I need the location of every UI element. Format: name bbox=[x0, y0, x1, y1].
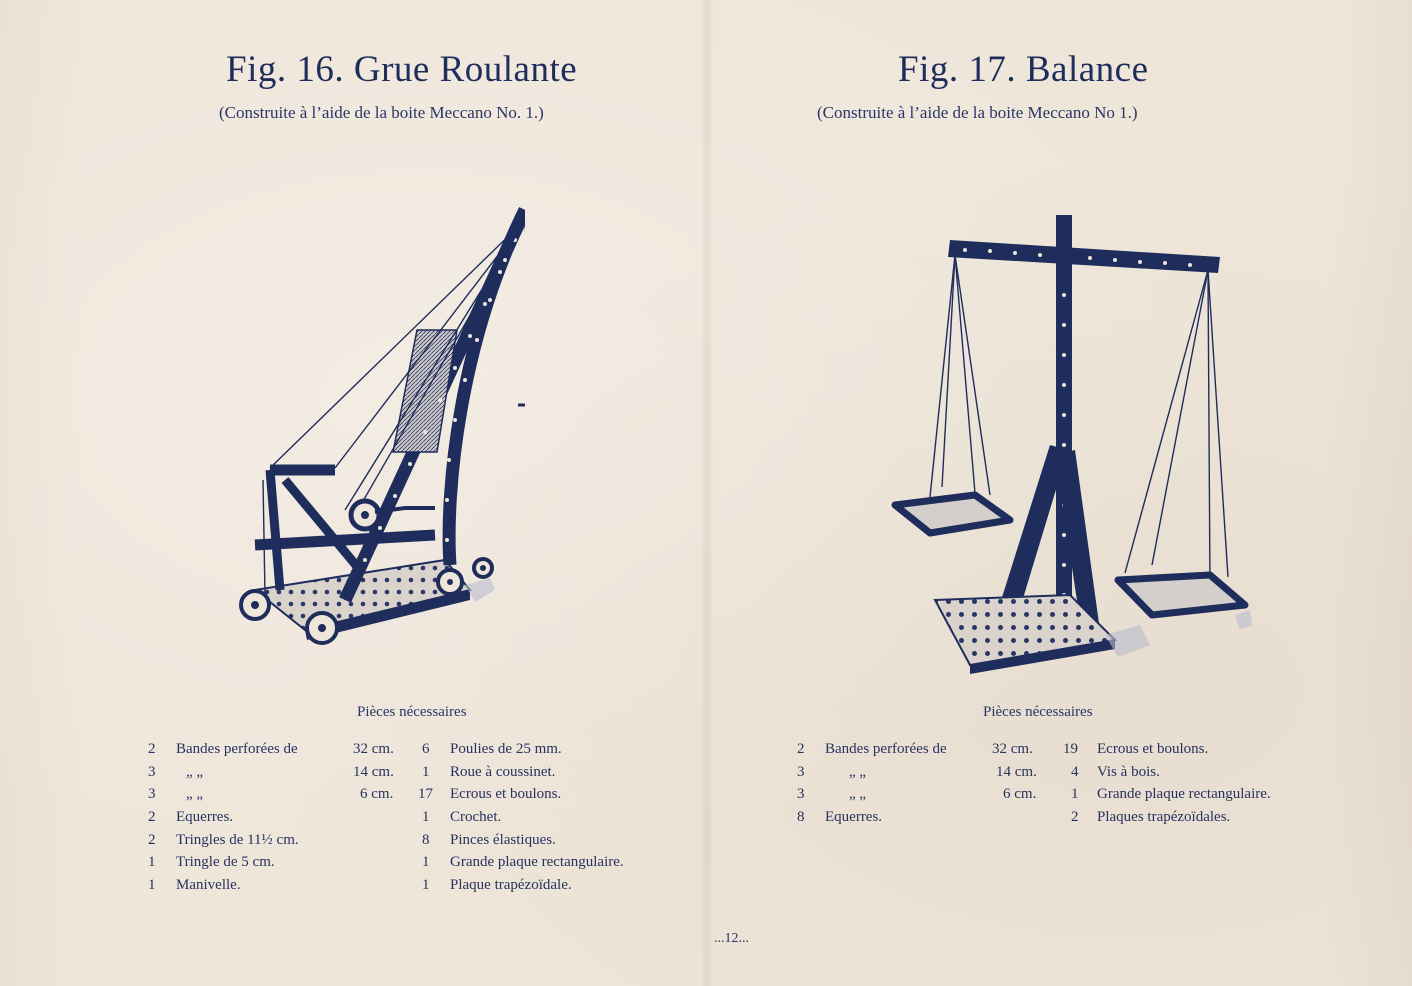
part-name: Bandes perforées de bbox=[825, 741, 947, 757]
quantity: 6 bbox=[422, 741, 430, 757]
parts-row bbox=[148, 851, 688, 874]
parts-row bbox=[797, 761, 1357, 784]
part-size: 6 cm. bbox=[360, 786, 394, 803]
page-fold bbox=[700, 0, 714, 986]
part-name: Crochet. bbox=[450, 809, 502, 826]
quantity: 1 bbox=[148, 854, 156, 871]
quantity: 19 bbox=[1063, 741, 1078, 757]
parts-row bbox=[148, 761, 688, 784]
ditto-marks: „ „ bbox=[186, 763, 204, 780]
quantity: 3 bbox=[797, 763, 805, 780]
fig17-parts-heading: Pièces nécessaires bbox=[983, 704, 1093, 720]
fig16-parts-heading: Pièces nécessaires bbox=[357, 704, 467, 720]
part-name: Pinces élastiques. bbox=[450, 831, 556, 848]
fig17-subtitle: (Construite à l’aide de la boite Meccano No 1.) bbox=[817, 103, 1138, 122]
part-name: Ecrous et boulons. bbox=[1097, 741, 1209, 757]
parts-row bbox=[148, 738, 688, 761]
part-size: 6 cm. bbox=[1003, 786, 1037, 803]
parts-row bbox=[797, 783, 1357, 806]
quantity: 2 bbox=[148, 809, 156, 826]
part-size: 32 cm. bbox=[353, 741, 394, 757]
quantity: 2 bbox=[148, 831, 156, 848]
fig16-title: Fig. 16. Grue Roulante bbox=[226, 49, 578, 90]
ditto-marks: „ „ bbox=[186, 786, 204, 803]
quantity: 4 bbox=[1071, 763, 1079, 780]
part-name: Poulies de 25 mm. bbox=[450, 741, 562, 757]
quantity: 8 bbox=[422, 831, 430, 848]
part-name: Manivelle. bbox=[176, 877, 241, 894]
part-size: 14 cm. bbox=[353, 763, 394, 780]
part-name: Grande plaque rectangulaire. bbox=[450, 854, 624, 871]
part-name: Tringle de 5 cm. bbox=[176, 854, 275, 871]
part-name: Grande plaque rectangulaire. bbox=[1097, 786, 1271, 803]
ditto-marks: „ „ bbox=[849, 786, 867, 803]
part-name: Equerres. bbox=[825, 809, 883, 826]
quantity: 17 bbox=[418, 786, 433, 803]
part-name: Plaques trapézoïdales. bbox=[1097, 809, 1231, 826]
quantity: 2 bbox=[797, 741, 805, 757]
part-name: Equerres. bbox=[176, 809, 234, 826]
crane-illustration bbox=[225, 190, 525, 660]
quantity: 8 bbox=[797, 809, 805, 826]
part-size: 32 cm. bbox=[992, 741, 1033, 757]
quantity: 1 bbox=[422, 854, 430, 871]
fig17-parts-list bbox=[797, 738, 1357, 829]
part-name: Ecrous et boulons. bbox=[450, 786, 562, 803]
part-name: Plaque trapézoïdale. bbox=[450, 877, 572, 894]
quantity: 1 bbox=[148, 877, 156, 894]
fig16-parts-list bbox=[148, 738, 688, 897]
quantity: 1 bbox=[422, 809, 430, 826]
part-name: Roue à coussinet. bbox=[450, 763, 556, 780]
part-name: Vis à bois. bbox=[1097, 763, 1160, 780]
fig16-subtitle: (Construite à l’aide de la boite Meccano No. 1.) bbox=[219, 103, 544, 122]
parts-row bbox=[797, 738, 1357, 761]
parts-row bbox=[148, 806, 688, 829]
quantity: 1 bbox=[422, 877, 430, 894]
part-size: 14 cm. bbox=[996, 763, 1037, 780]
quantity: 1 bbox=[422, 763, 430, 780]
quantity: 1 bbox=[1071, 786, 1079, 803]
parts-row bbox=[148, 829, 688, 852]
parts-row bbox=[797, 806, 1357, 829]
quantity: 2 bbox=[148, 741, 156, 757]
page-number: ...12... bbox=[714, 931, 749, 946]
balance-illustration bbox=[890, 205, 1290, 675]
quantity: 3 bbox=[148, 786, 156, 803]
ditto-marks: „ „ bbox=[849, 763, 867, 780]
quantity: 3 bbox=[797, 786, 805, 803]
quantity: 2 bbox=[1071, 809, 1079, 826]
fig17-title: Fig. 17. Balance bbox=[898, 49, 1149, 90]
parts-row bbox=[148, 874, 688, 897]
part-name: Tringles de 11½ cm. bbox=[176, 831, 299, 848]
part-name: Bandes perforées de bbox=[176, 741, 298, 757]
parts-row bbox=[148, 783, 688, 806]
quantity: 3 bbox=[148, 763, 156, 780]
